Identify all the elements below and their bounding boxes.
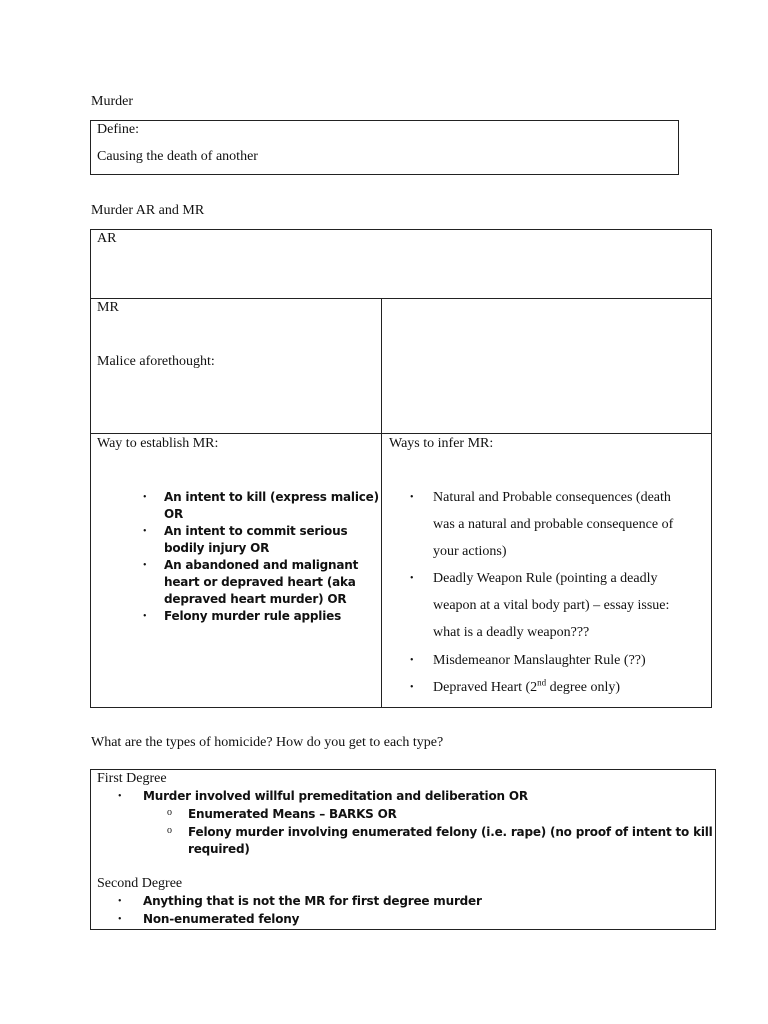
establish-title: Way to establish MR:: [97, 436, 219, 451]
list-item: Misdemeanor Manslaughter Rule (??): [433, 653, 646, 668]
list-item: Enumerated Means – BARKS OR: [188, 807, 397, 821]
mr-cell: [90, 298, 382, 434]
list-item: what is a deadly weapon???: [433, 625, 590, 640]
heading-ar-mr: Murder AR and MR: [91, 203, 205, 218]
mr-empty-cell: [381, 298, 712, 434]
establish-mr-cell: [90, 433, 382, 708]
list-bullet: •: [118, 896, 122, 907]
list-bullet: •: [410, 655, 414, 666]
list-item: bodily injury OR: [164, 541, 270, 555]
infer-title: Ways to infer MR:: [389, 436, 494, 451]
define-text: Causing the death of another: [97, 149, 258, 164]
list-item: Deadly Weapon Rule (pointing a deadly: [433, 571, 658, 586]
list-item: An intent to commit serious: [164, 524, 348, 538]
list-bullet: •: [118, 791, 122, 802]
list-item-text: Depraved Heart (2: [433, 680, 538, 695]
question-text: What are the types of homicide? How do you get to each type?: [91, 735, 444, 750]
infer-mr-cell: [381, 433, 712, 708]
homicide-types-box: [90, 769, 716, 930]
mr-label: MR: [97, 300, 119, 315]
list-bullet: •: [410, 682, 414, 693]
define-box: [90, 120, 679, 175]
malice-label: Malice aforethought:: [97, 354, 215, 369]
define-label: Define:: [97, 122, 139, 137]
list-item: Felony murder involving enumerated felony (i.e. rape) (no proof of intent to kill: [188, 825, 713, 839]
list-bullet: •: [143, 560, 147, 571]
list-item: required): [188, 842, 250, 856]
second-degree-title: Second Degree: [97, 876, 183, 891]
list-bullet: •: [143, 611, 147, 622]
superscript: nd: [537, 677, 547, 688]
list-item: weapon at a vital body part) – essay issue:: [433, 598, 670, 613]
list-bullet: •: [143, 526, 147, 537]
sub-bullet: o: [167, 825, 172, 836]
list-item: OR: [164, 507, 184, 521]
list-bullet: •: [410, 492, 414, 503]
list-bullet: •: [143, 492, 147, 503]
list-item: Felony murder rule applies: [164, 609, 342, 623]
list-item: heart or depraved heart (aka: [164, 575, 356, 589]
list-item: Anything that is not the MR for first degree murder: [143, 894, 482, 908]
list-item: Murder involved willful premeditation and deliberation OR: [143, 789, 528, 803]
ar-label: AR: [97, 231, 117, 246]
list-item-text: degree only): [546, 680, 621, 695]
list-item: depraved heart murder) OR: [164, 592, 347, 606]
list-item: your actions): [433, 544, 507, 559]
first-degree-title: First Degree: [97, 771, 167, 786]
list-item: Non-enumerated felony: [143, 912, 300, 926]
list-item: An abandoned and malignant: [164, 558, 359, 572]
list-item: Natural and Probable consequences (death: [433, 490, 671, 505]
list-bullet: •: [118, 914, 122, 925]
list-item: An intent to kill (express malice): [164, 490, 379, 504]
sub-bullet: o: [167, 807, 172, 818]
heading-murder: Murder: [91, 94, 133, 109]
list-bullet: •: [410, 573, 414, 584]
ar-cell: [90, 229, 712, 299]
list-item-depraved-heart: [433, 677, 621, 696]
list-item: was a natural and probable consequence of: [433, 517, 674, 532]
